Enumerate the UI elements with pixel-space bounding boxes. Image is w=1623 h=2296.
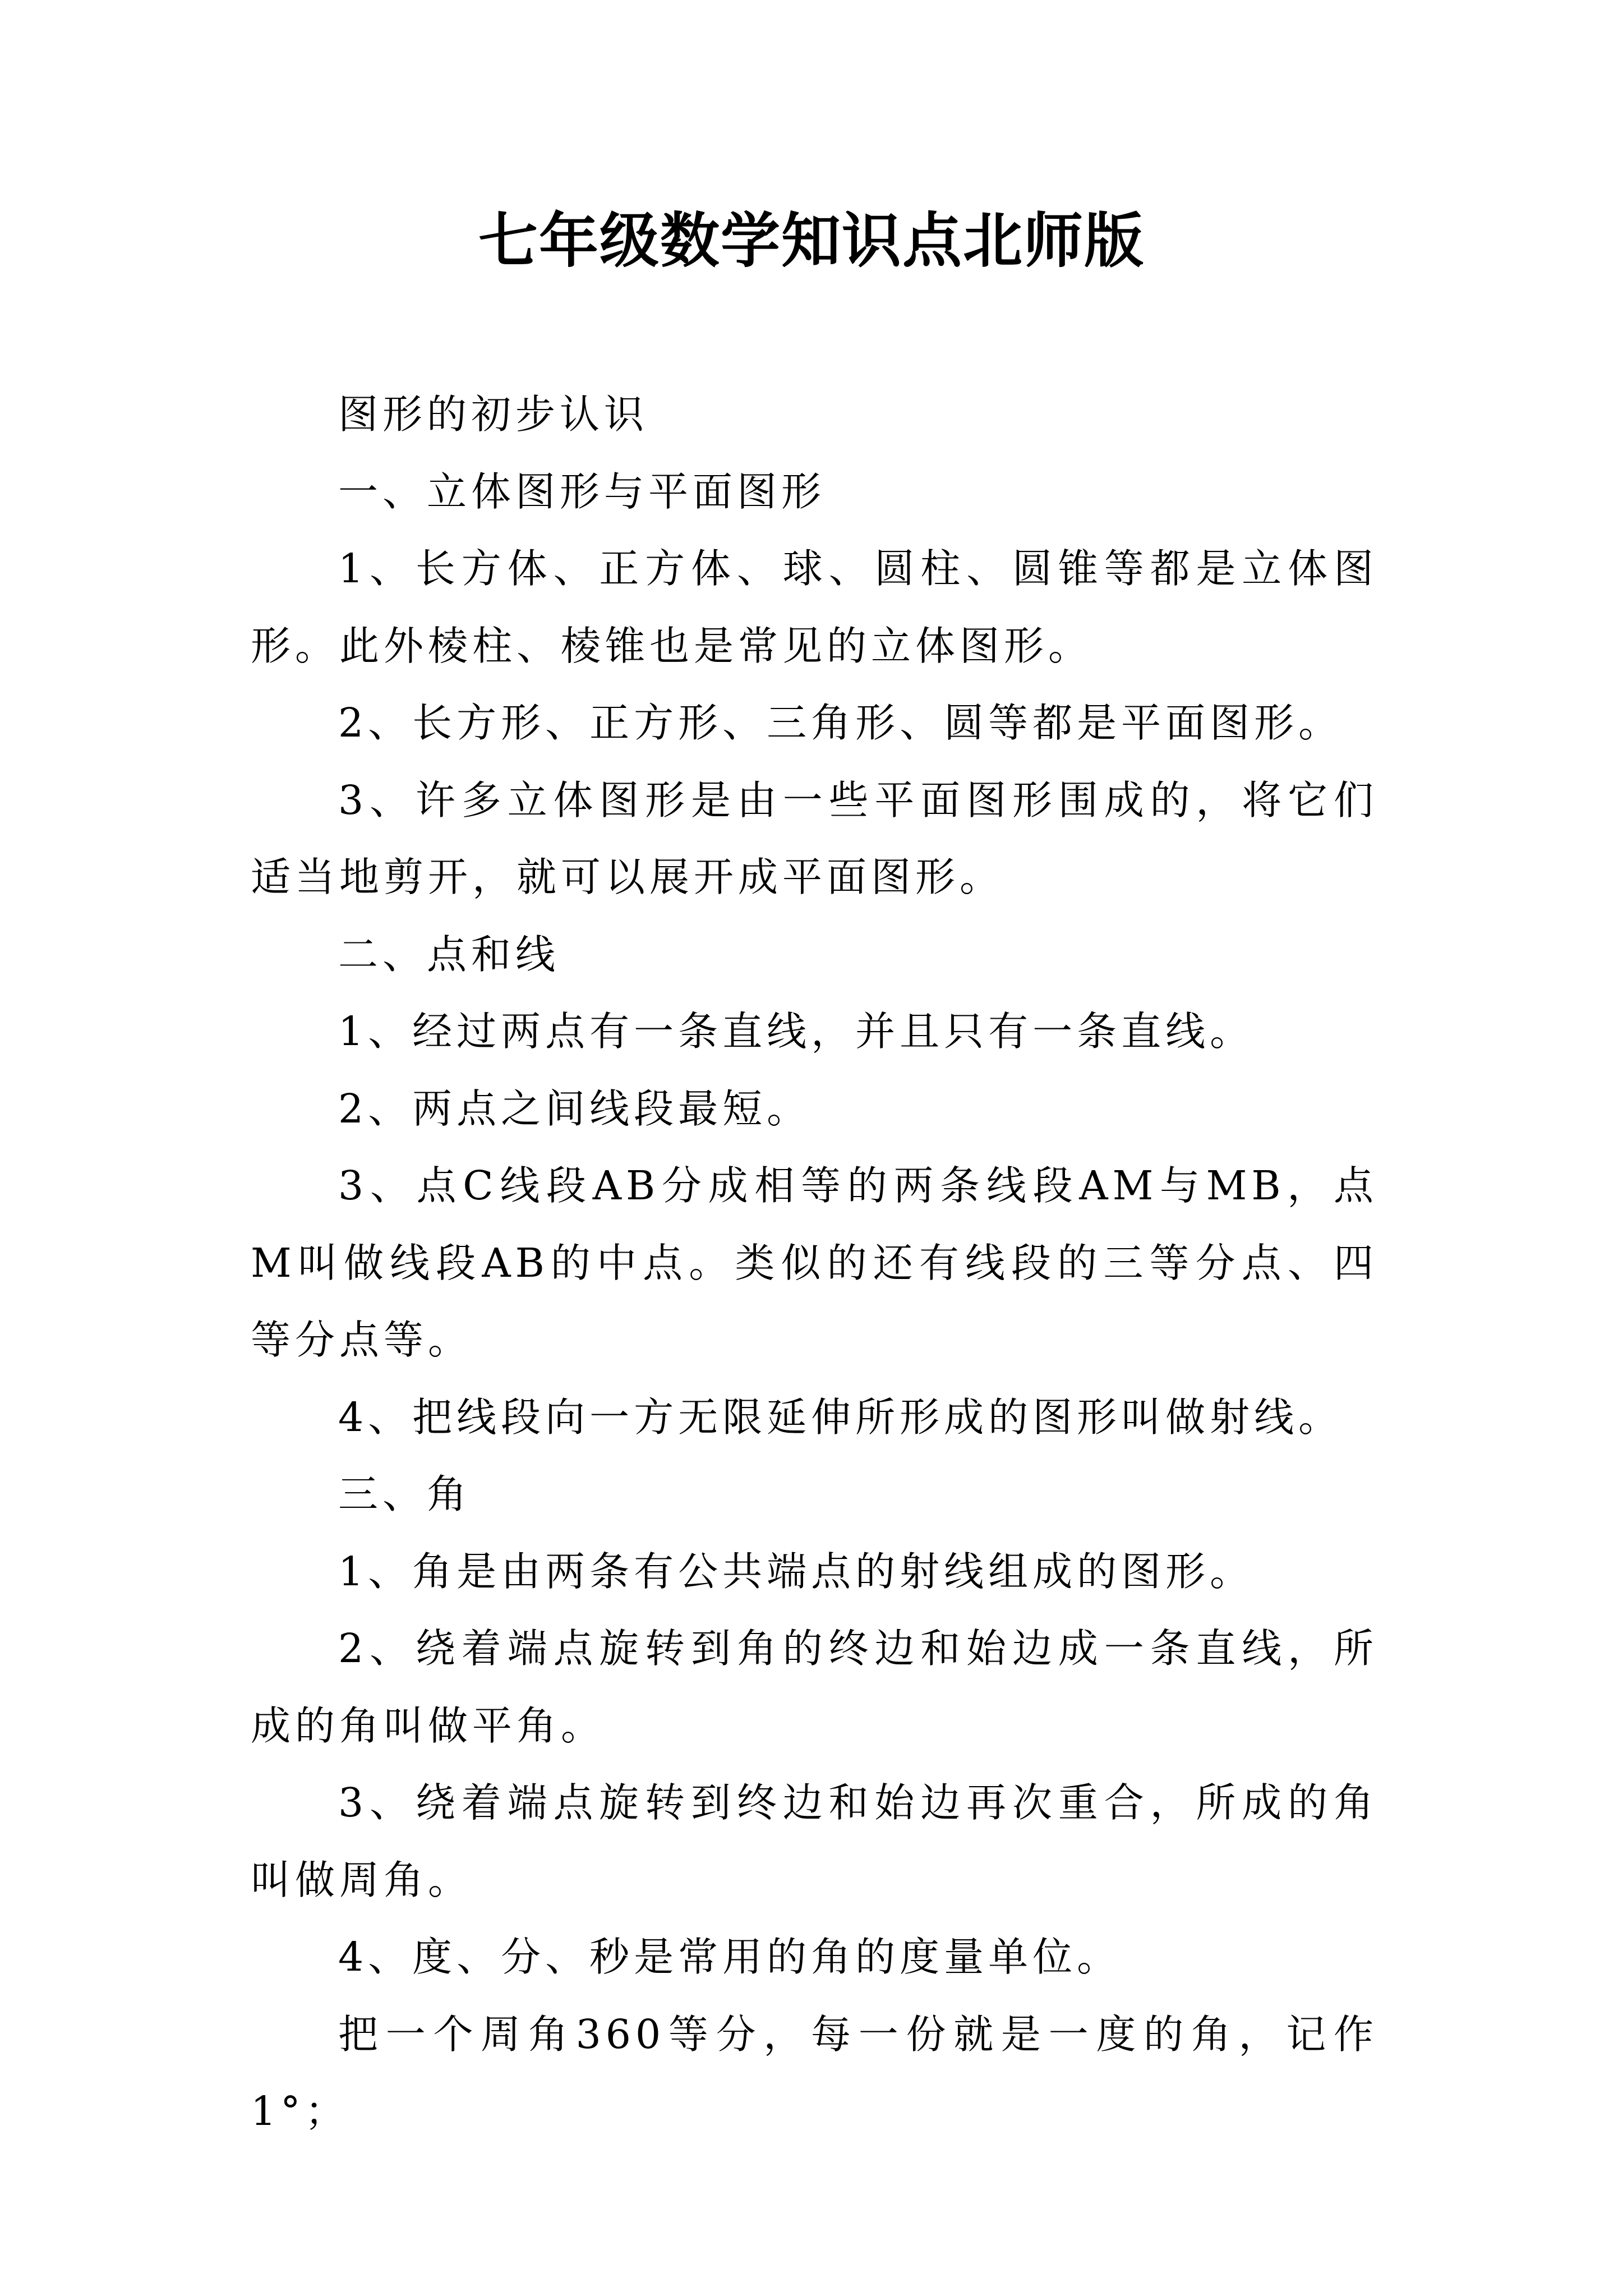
document-title: 七年级数学知识点北师版 [478, 206, 1145, 275]
paragraph: 2、绕着端点旋转到角的终边和始边成一条直线，所成的角叫做平角。 [251, 1625, 1378, 1749]
paragraph: 2、两点之间线段最短。 [338, 1085, 811, 1132]
section-heading: 图形的初步认识 [338, 391, 649, 438]
subsection-heading: 二、点和线 [338, 931, 560, 978]
paragraph: 把一个周角360等分，每一份就是一度的角，记作1°； [251, 2010, 1378, 2134]
paragraph: 3、点C线段AB分成相等的两条线段AM与MB，点M叫做线段AB的中点。类似的还有线段的三等分点、四等分点等。 [251, 1162, 1378, 1363]
subsection-heading: 一、立体图形与平面图形 [338, 468, 826, 515]
paragraph: 3、许多立体图形是由一些平面图形围成的，将它们适当地剪开，就可以展开成平面图形。 [251, 776, 1378, 900]
paragraph: 4、度、分、秒是常用的角的度量单位。 [338, 1934, 1122, 1980]
paragraph: 2、长方形、正方形、三角形、圆等都是平面图形。 [338, 700, 1343, 746]
paragraph: 1、角是由两条有公共端点的射线组成的图形。 [338, 1548, 1255, 1595]
paragraph: 1、长方体、正方体、球、圆柱、圆锥等都是立体图形。此外棱柱、棱锥也是常见的立体图形。 [251, 545, 1378, 669]
paragraph: 3、绕着端点旋转到终边和始边再次重合，所成的角叫做周角。 [251, 1779, 1378, 1903]
subsection-heading: 三、角 [338, 1471, 472, 1517]
document-body [251, 376, 1378, 2150]
paragraph: 1、经过两点有一条直线，并且只有一条直线。 [338, 1008, 1255, 1055]
paragraph: 4、把线段向一方无限延伸所形成的图形叫做射线。 [338, 1393, 1343, 1441]
